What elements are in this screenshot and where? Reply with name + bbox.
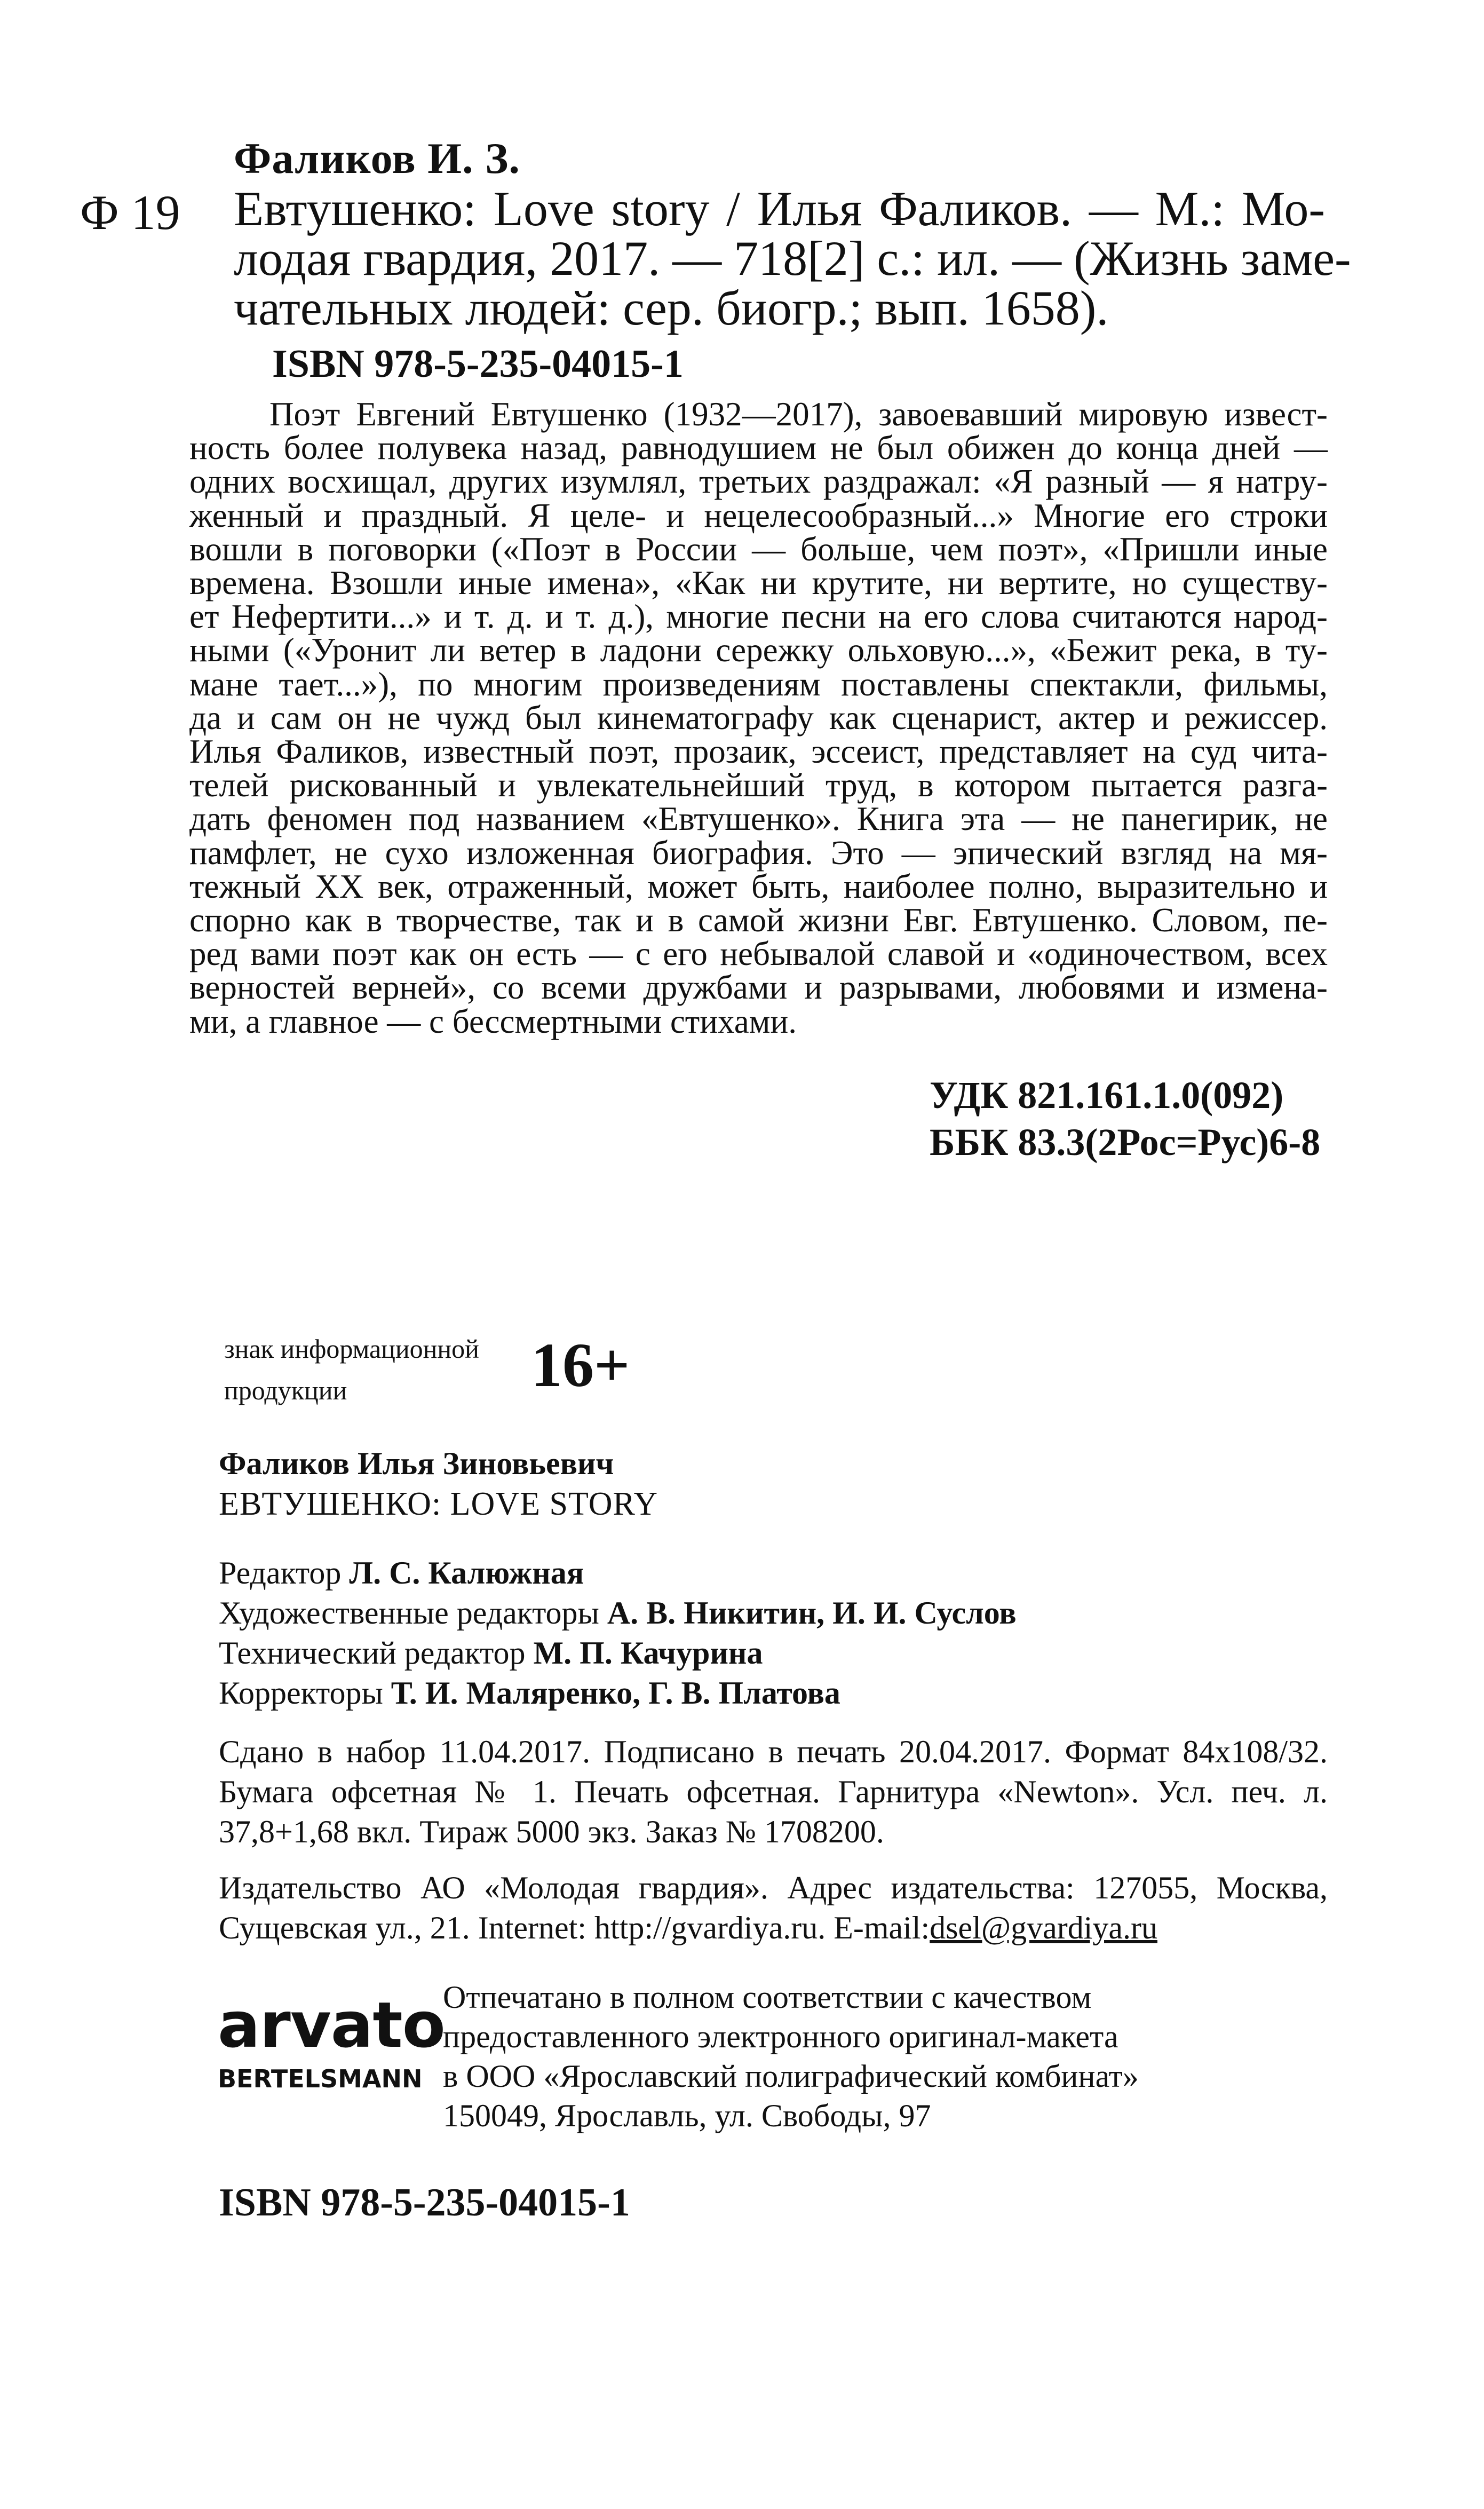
abstract-line: телей рискованный и увлекательнейший труд, в котором пытается разга- <box>189 766 1328 804</box>
abstract-line: спорно как в творчестве, так и в самой жизни Евг. Евтушенко. Словом, пе- <box>189 901 1328 939</box>
publisher-line: Издательство АО «Молодая гвардия». Адрес издательства: 127055, Москва, <box>219 1870 1328 1905</box>
abstract-line: ность более полувека назад, равнодушием не был обижен до конца дней — <box>189 429 1328 467</box>
age-mark-label: знак информационной продукции <box>224 1334 479 1405</box>
abstract <box>189 395 1328 1040</box>
book-title: ЕВТУШЕНКО: LOVE STORY <box>219 1486 658 1522</box>
abstract-line: времена. Взошли иные имена», «Как ни крутите, ни вертите, но существу- <box>189 564 1328 602</box>
printer-line: 150049, Ярославль, ул. Свободы, 97 <box>443 2098 931 2133</box>
printer-line: предоставленного электронного оригинал-макета <box>443 2019 1118 2054</box>
logo-sub-text: BERTELSMANN <box>218 2064 423 2093</box>
age-rating: 16+ <box>531 1330 630 1400</box>
bib-line: Евтушенко: Love story / Илья Фаликов. — М.: Мо- <box>234 181 1325 236</box>
staff-entry: Редактор Л. С. Калюжная <box>219 1555 584 1590</box>
udk-code: УДК 821.161.1.0(092) <box>930 1074 1284 1117</box>
abstract-line: тежный XX век, отраженный, может быть, наиболее полно, выразительно и <box>189 867 1328 905</box>
print-line: Сдано в набор 11.04.2017. Подписано в печать 20.04.2017. Формат 84x108/32. <box>219 1734 1328 1769</box>
bib-line: чательных людей: сер. биогр.; вып. 1658). <box>234 281 1109 335</box>
abstract-line: Илья Фаликов, известный поэт, прозаик, эссеист, представляет на суд чита- <box>189 733 1328 771</box>
print-info <box>219 1732 1328 1852</box>
abstract-line: верностей верней», со всеми дружбами и разрывами, любовями и измена- <box>189 969 1328 1007</box>
abstract-line: одних восхищал, других изумлял, третьих раздражал: «Я разный — я натру- <box>189 463 1328 501</box>
print-line: 37,8+1,68 вкл. Тираж 5000 экз. Заказ № 1708200. <box>219 1814 884 1849</box>
abstract-line: памфлет, не сухо изложенная биография. Это — эпический взгляд на мя- <box>189 834 1328 872</box>
staff-entry: Художественные редакторы А. В. Никитин, И. И. Суслов <box>219 1595 1017 1631</box>
isbn-top: ISBN 978-5-235-04015-1 <box>272 342 684 386</box>
classification-codes <box>930 1072 1320 1166</box>
abstract-line: ными («Уронит ли ветер в ладони сережку ольховую...», «Бежит река, в ту- <box>189 631 1328 669</box>
abstract-line: мане тает...»), по многим произведениям поставлены спектакли, фильмы, <box>189 665 1328 703</box>
abstract-line: дать феномен под названием «Евтушенко». Книга эта — не панегирик, не <box>189 800 1328 838</box>
abstract-line: да и сам он не чужд был кинематографу как сценарист, актер и режиссер. <box>189 699 1328 737</box>
abstract-line: женный и праздный. Я целе- и нецелесообразный...» Многие его строки <box>189 496 1328 534</box>
abstract-line: ет Нефертити...» и т. д. и т. д.), многие песни на его слова считаются народ- <box>189 598 1328 636</box>
staff-list <box>219 1553 1017 1713</box>
staff-entry: Технический редактор М. П. Качурина <box>219 1635 763 1671</box>
printer-line: Отпечатано в полном соответствии с качеством <box>443 1980 1092 2015</box>
library-index-code: Ф 19 <box>80 185 180 240</box>
author-full-name: Фаликов Илья Зиновьевич <box>219 1446 614 1481</box>
publisher-line: Сущевская ул., 21. Internet: http://gvardiya.ru. E-mail:dsel@gvardiya.ru <box>219 1910 1157 1945</box>
abstract-line: ред вами поэт как он есть — с его небывалой славой и «одиночеством, всех <box>189 935 1328 973</box>
bibliographic-entry <box>234 181 1351 335</box>
isbn-bottom: ISBN 978-5-235-04015-1 <box>219 2181 630 2225</box>
abstract-line: вошли в поговорки («Поэт в России — больше, чем поэт», «Пришли иные <box>189 530 1328 568</box>
logo-main-text: arvato <box>218 1988 445 2062</box>
abstract-line: Поэт Евгений Евтушенко (1932—2017), завоевавший мировую извест- <box>269 395 1328 433</box>
abstract-line: ми, а главное — с бессмертными стихами. <box>189 1002 797 1040</box>
publisher-info <box>219 1868 1328 1948</box>
author-heading: Фаликов И. З. <box>234 134 520 183</box>
bbk-code: ББК 83.3(2Рос=Рус)6-8 <box>930 1121 1321 1164</box>
bib-line: лодая гвардия, 2017. — 718[2] с.: ил. — (Жизнь заме- <box>234 231 1351 286</box>
staff-entry: Корректоры Т. И. Маляренко, Г. В. Платова <box>219 1675 840 1711</box>
printer-line: в ООО «Ярославский полиграфический комбинат» <box>443 2059 1139 2094</box>
publisher-email: dsel@gvardiya.ru <box>930 1910 1157 1945</box>
printer-info <box>443 1977 1139 2135</box>
print-line: Бумага офсетная № 1. Печать офсетная. Гарнитура «Newton». Усл. печ. л. <box>219 1774 1328 1809</box>
printer-logo <box>218 1988 445 2094</box>
